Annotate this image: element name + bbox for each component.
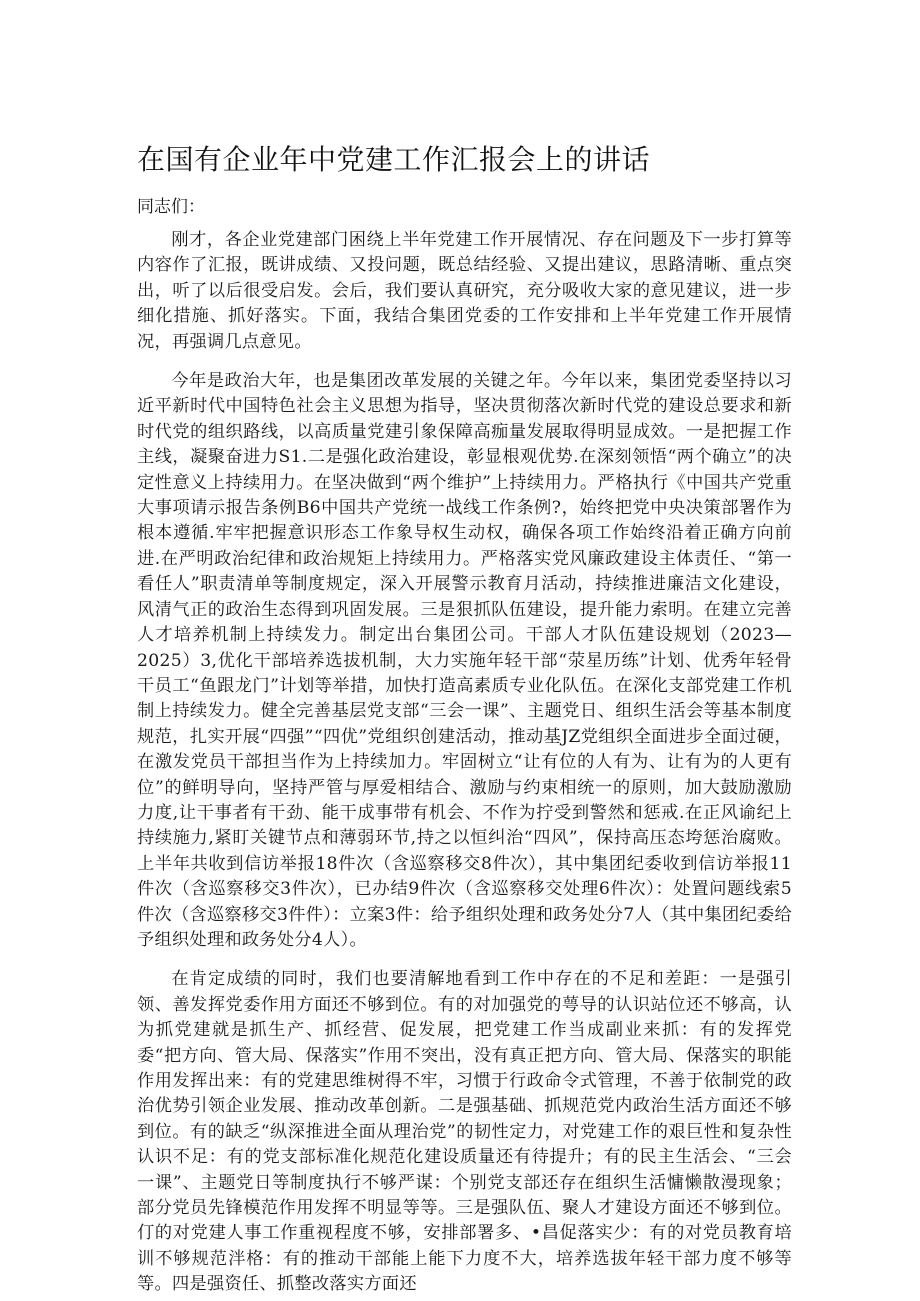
paragraph-2: 今年是政治大年，也是集团改革发展的关键之年。今年以来，集团党委坚持以习近平新时代中国特色社会主义思想为指导，坚决贯彻落次新时代党的建设总要求和新时代党的组织路线，以高质量党建引象保障高痂量发展取得明显成效。一是把握工作主线，凝聚奋进力S1.二是强化政治建设，彰显根观优势.在深刻领悟“两个确立”的决定性意义上持续用力。在坚决做到“两个维护”上持续用力。严格执行《中国共产党重大事项请示报告条例B6中国共产党统一战线工作条例?，始终把党中央决策部署作为根本遵循.牢牢把握意识形态工作象导权生动权，确保各项工作始终沿着正确方向前进.在严明政治纪律和政治规矩上持续用力。严格落实党风廉政建设主体责任、“第一看任人”职责清单等制度规定，深入开展警示教育月活动，持续推进廉洁文化建设，风清气正的政治生态得到巩固发展。三是狠抓队伍建设，提升能力索明。在建立完善人才培养机制上持续发力。制定出台集团公司。干部人才队伍建设规划（2023—2025）3,优化干部培养选拔机制，大力实施年轻干部“荥星历练”计划、优秀年轻骨干员工“鱼跟龙门”计划等举措，加快打造高素质专业化队伍。在深化支部党建工作机制上持续发力。健全完善基层党支部“三会一课”、主题党日、组织生活会等基本制度规范，扎实开展“四强”“四优”党组织创建活动，推动基JZ党组织全面进步全面过硬，在激发党员干部担当作为上持续加力。牢固树立“让有位的人有为、让有为的人更有位”的鲜明导向，坚持严管与厚爱相结合、激励与约束相统一的原则，加大鼓励激励力度,让干事者有干劲、能干成事带有机会、不作为拧受到警然和惩戒.在正风谕纪上持续施力,紧盯关键节点和薄弱环节,持之以恒纠治“四风”，保持高压态垮惩治腐败。上半年共收到信访举报18件次（含巡察移交8件次），其中集团纪委收到信访举报11件次（含巡察移交3件次），已办结9件次（含巡察移交处理6件次）：处置问题线索5件次（含巡察移交3件件）：立案3件：给予组织处理和政务处分7人（其中集团纪委给予组织处理和政务处分4人）。 — [137, 371, 792, 950]
paragraph-1: 刚才，各企业党建部门困绕上半年党建工作开展情况、存在问题及下一步打算等内容作了汇报，既讲成绩、又投问题，既总结经验、又提出建议，思路清晰、重点突出，听了以后很受启发。会后，我们要认真研究，充分吸收大家的意见建议，进一步细化措施、抓好落实。下面，我结合集团党委的工作安排和上半年党建工作开展情况，再强调几点意见。 — [137, 230, 792, 352]
salutation: 同志们： — [137, 197, 205, 217]
paragraph-3: 在肯定成绩的同时，我们也要清解地看到工作中存在的不足和差距：一是强引领、善发挥党委作用方面还不够到位。有的对加强党的萼导的认识站位还不够高，认为抓党建就是抓生产、抓经营、促发展，把党建工作当成副业来抓：有的发挥党委“把方向、管大局、保落实”作用不突出，没有真正把方向、管大局、保落实的职能作用发挥出来：有的党建思维树得不牢，习惯于行政命令式管理，不善于依制党的政治优势引领企业发展、推动改革创新。二是强基础、抓规范党内政治生活方面还不够到位。有的缺乏“纵深推进全面从理治党”的韧性定力，对党建工作的艰巨性和复杂性认识不足：有的党支部标准化规范化建设质量还有待提升；有的民主生活会、“三会一课”、主题党日等制度执行不够严谋：个别党支部还存在组织生活慵懒散漫现象；部分党员先锋模范作用发挥不明显等等。三是强队伍、聚人才建设方面还不够到位。仃的对党建人事工作重视程度不够，安排部署多、•昌促落实少：有的对党员教育培训不够规范泮格：有的推动干部能上能下力度不大，培养选拔年轻干部力度不够等等。四是强资任、抓整改落实方面还 — [137, 969, 792, 1295]
document-title: 在国有企业年中党建工作汇报会上的讲话 — [137, 143, 651, 176]
